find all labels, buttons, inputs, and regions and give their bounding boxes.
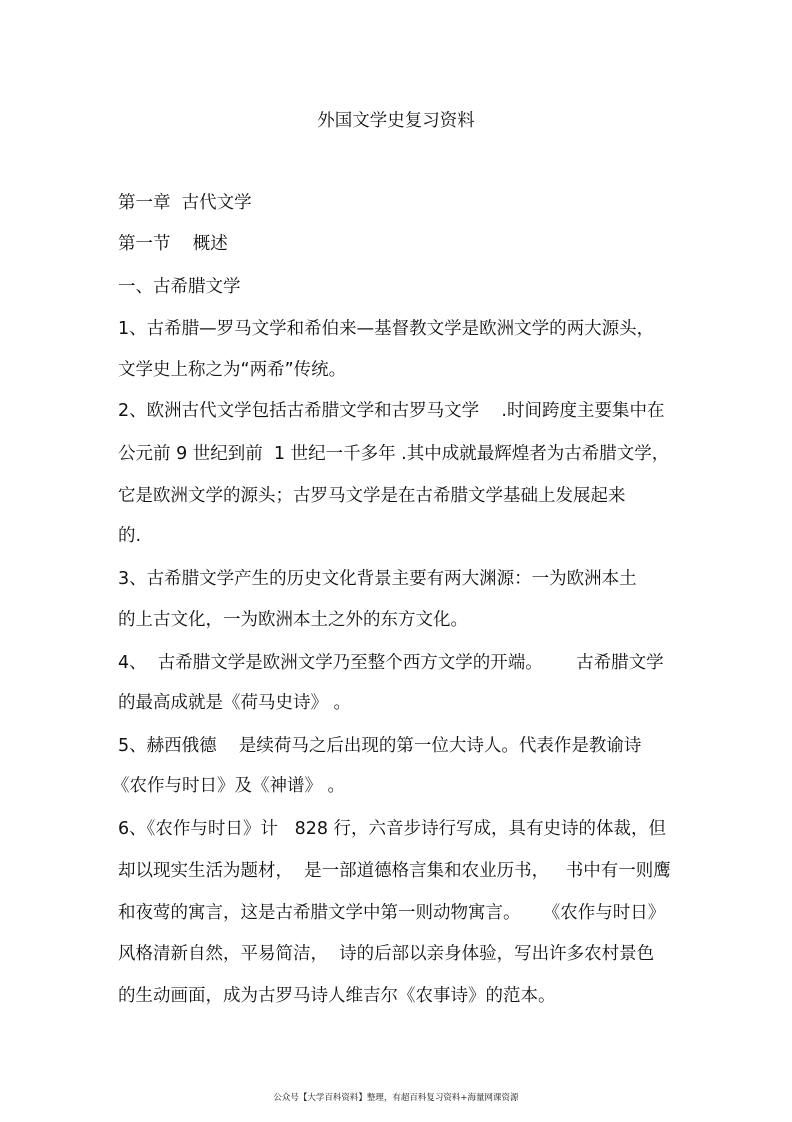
text-line: 《农作与时日》及《神谱》 。: [112, 776, 346, 796]
text-line: 3、古希腊文学产生的历史文化背景主要有两大渊源：一为欧洲本土: [118, 569, 637, 589]
text-line: 公元前 9 世纪到前 1 世纪一千多年 .其中成就最辉煌者为古希腊文学，: [118, 444, 670, 464]
text-line: 6、《农作与时日》计 828 行，六音步诗行写成，具有史诗的体裁，但: [118, 819, 667, 839]
text-line: 和夜莺的寓言，这是古希腊文学中第一则动物寓言。 《农作与时日》: [118, 903, 666, 923]
text-line: 风格清新自然，平易简洁， 诗的后部以亲身体验，写出许多农村景色: [118, 944, 655, 964]
text-line: 第一节 概述: [118, 234, 228, 254]
text-line: 的生动画面，成为古罗马诗人维吉尔《农事诗》的范本。: [118, 986, 556, 1006]
text-line: 的上古文化，一为欧洲本土之外的东方文化。: [118, 610, 468, 630]
text-line: 却以现实生活为题材， 是一部道德格言集和农业历书， 书中有一则鹰: [118, 861, 671, 881]
text-line: 5、赫西俄德 是续荷马之后出现的第一位大诗人。代表作是教谕诗: [118, 736, 642, 756]
footer-note: 公众号【大学百科资料】整理，有超百科复习资料+海量网课资源: [273, 1093, 519, 1103]
text-line: 一、古希腊文学: [118, 277, 241, 297]
text-line: 2、欧洲古代文学包括古希腊文学和古罗马文学 .时间跨度主要集中在: [118, 401, 665, 421]
text-line: 文学史上称之为“两希”传统。: [118, 360, 347, 380]
text-line: 的.: [118, 526, 142, 546]
text-line: 4、 古希腊文学是欧洲文学乃至整个西方文学的开端。 古希腊文学: [118, 653, 664, 673]
text-line: 它是欧洲文学的源头；古罗马文学是在古希腊文学基础上发展起来: [118, 486, 626, 506]
text-line: 的最高成就是《荷马史诗》 。: [118, 693, 352, 713]
document-title: 外国文学史复习资料: [317, 111, 475, 131]
text-line: 1、古希腊—罗马文学和希伯来—基督教文学是欧洲文学的两大源头，: [118, 319, 655, 339]
text-line: 第一章 古代文学: [118, 193, 252, 213]
